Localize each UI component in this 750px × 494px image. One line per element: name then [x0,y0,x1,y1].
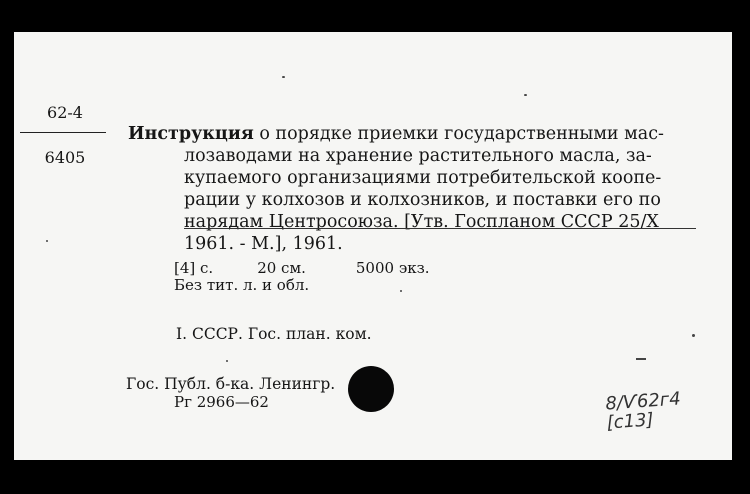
speck [524,94,527,96]
speck [636,358,646,360]
classification-top: 62-4 [47,103,83,122]
classification-divider [20,132,106,133]
speck [692,334,695,337]
title-line-5: нарядам Центросоюза. [Утв. Госпланом СССР 25/X [184,212,659,232]
catalog-card [14,32,732,460]
title-line-4: рации у колхозов и колхозников, и поставки его по [184,190,661,210]
ruled-line [184,228,696,229]
handwritten-line-1: 8/Ѵ62г4 [604,388,682,415]
title-line-3: купаемого организациями потребительской коопе- [184,168,662,188]
title-rest: о порядке приемки государственными мас- [253,124,664,144]
title-line-1 [128,123,688,145]
library-name: Гос. Публ. б-ка. Ленингр. [126,375,336,393]
title-block [128,123,688,255]
speck [400,290,402,292]
classification-bottom: 6405 [44,148,86,167]
subject-heading: I. СССР. Гос. план. ком. [176,325,372,343]
collation-pages: [4] с. [174,259,214,277]
speck [226,360,228,362]
library-code: Рг 2966—62 [174,393,269,411]
collation-size: 20 см. [257,259,306,277]
collation-note: Без тит. л. и обл. [174,276,310,294]
speck [46,240,48,242]
handwritten-note [605,389,683,432]
handwritten-line-2: [с13] [606,409,655,434]
title-line-2: лозаводами на хранение растительного масла, за- [184,146,652,166]
speck [282,76,285,78]
ink-stamp [348,366,394,412]
title-line-6: 1961. - М.], 1961. [184,234,343,254]
title-bold: Инструкция [128,124,254,144]
collation-copies: 5000 экз. [355,259,430,277]
